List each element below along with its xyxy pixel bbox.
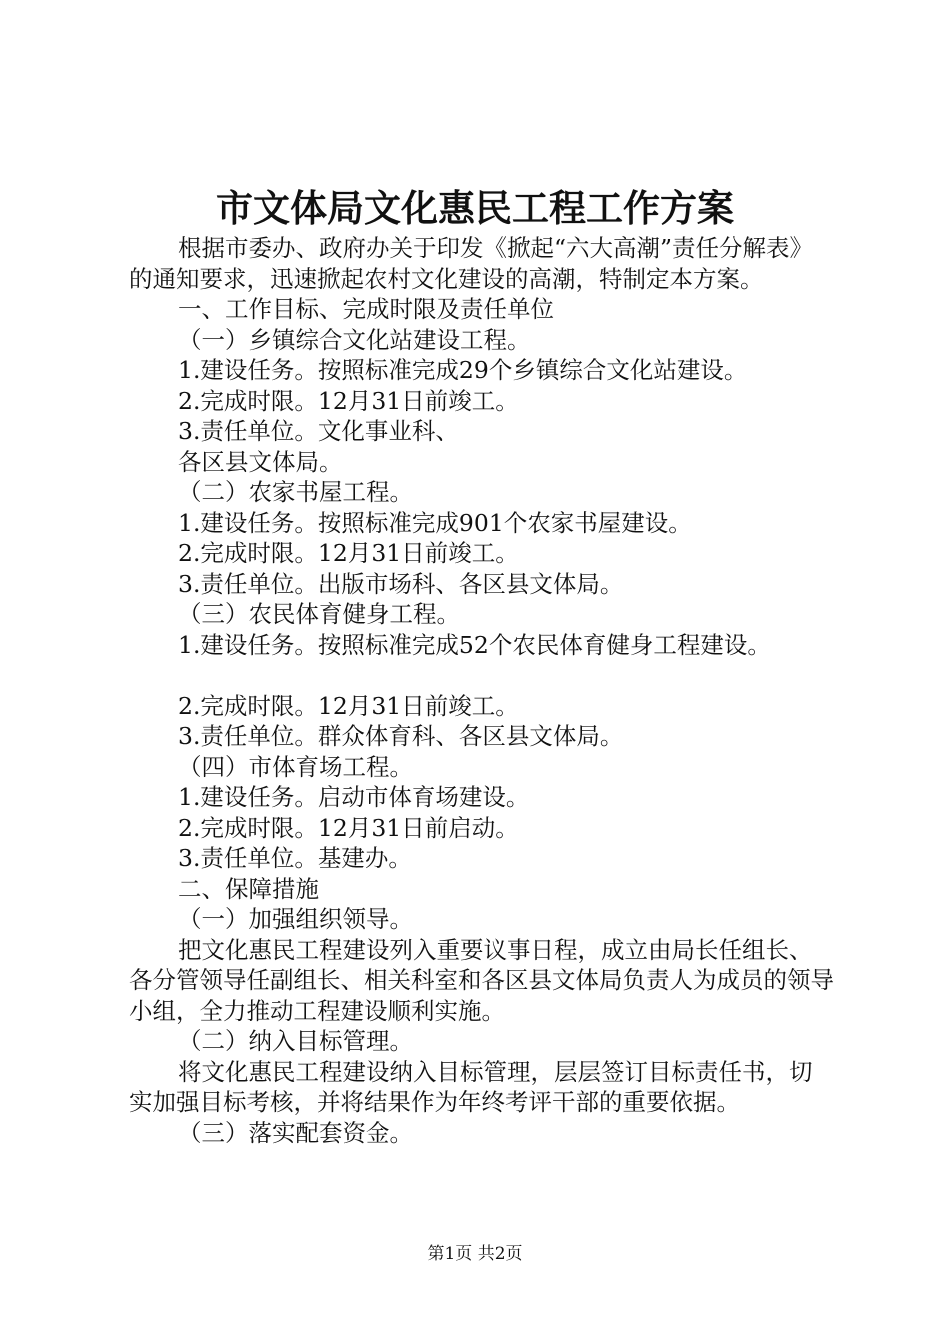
paragraph: 把文化惠民工程建设列入重要议事日程，成立由局长任组长、各分管领导任副组长、相关科室和各区县文体局负责人为成员的领导小组，全力推动工程建设顺利实施。 <box>129 935 834 1025</box>
section-heading-2: 二、保障措施 <box>178 874 319 903</box>
document-body <box>129 233 834 1148</box>
list-item: 2.完成时限。12月31日前竣工。 <box>178 386 519 415</box>
list-item: 3.责任单位。文化事业科、 <box>178 417 459 445</box>
subsection-heading: （二）纳入目标管理。 <box>178 1027 413 1055</box>
list-item: 1.建设任务。按照标准完成52个农民体育健身工程建设。 <box>178 630 771 659</box>
list-item: 1.建设任务。按照标准完成29个乡镇综合文化站建设。 <box>178 356 748 384</box>
subsection-heading: （四）市体育场工程。 <box>178 752 413 781</box>
subsection-heading: （一）乡镇综合文化站建设工程。 <box>178 325 531 354</box>
blank-line <box>129 660 834 691</box>
list-item: 3.责任单位。出版市场科、各区县文体局。 <box>178 569 624 598</box>
paragraph: 将文化惠民工程建设纳入目标管理，层层签订目标责任书，切实加强目标考核，并将结果作为年终考评干部的重要依据。 <box>129 1057 813 1116</box>
list-item: 2.完成时限。12月31日前竣工。 <box>178 539 519 567</box>
list-item: 3.责任单位。群众体育科、各区县文体局。 <box>178 722 624 750</box>
list-item: 1.建设任务。按照标准完成901个农家书屋建设。 <box>178 508 692 537</box>
subsection-heading: （三）落实配套资金。 <box>178 1118 413 1147</box>
list-item: 2.完成时限。12月31日前启动。 <box>178 813 519 842</box>
paragraph-intro: 根据市委办、政府办关于印发《掀起“六大高潮”责任分解表》的通知要求，迅速掀起农村文化建设的高潮，特制定本方案。 <box>129 234 814 293</box>
list-item: 各区县文体局。 <box>178 447 343 476</box>
subsection-heading: （一）加强组织领导。 <box>178 905 413 933</box>
subsection-heading: （三）农民体育健身工程。 <box>178 600 460 628</box>
list-item: 2.完成时限。12月31日前竣工。 <box>178 691 519 720</box>
section-heading-1: 一、工作目标、完成时限及责任单位 <box>178 295 554 323</box>
document-title: 市文体局文化惠民工程工作方案 <box>216 186 734 230</box>
list-item: 3.责任单位。基建办。 <box>178 844 412 872</box>
list-item: 1.建设任务。启动市体育场建设。 <box>178 783 530 811</box>
page-footer: 第1页 共2页 <box>427 1244 523 1264</box>
subsection-heading: （二）农家书屋工程。 <box>178 478 413 506</box>
